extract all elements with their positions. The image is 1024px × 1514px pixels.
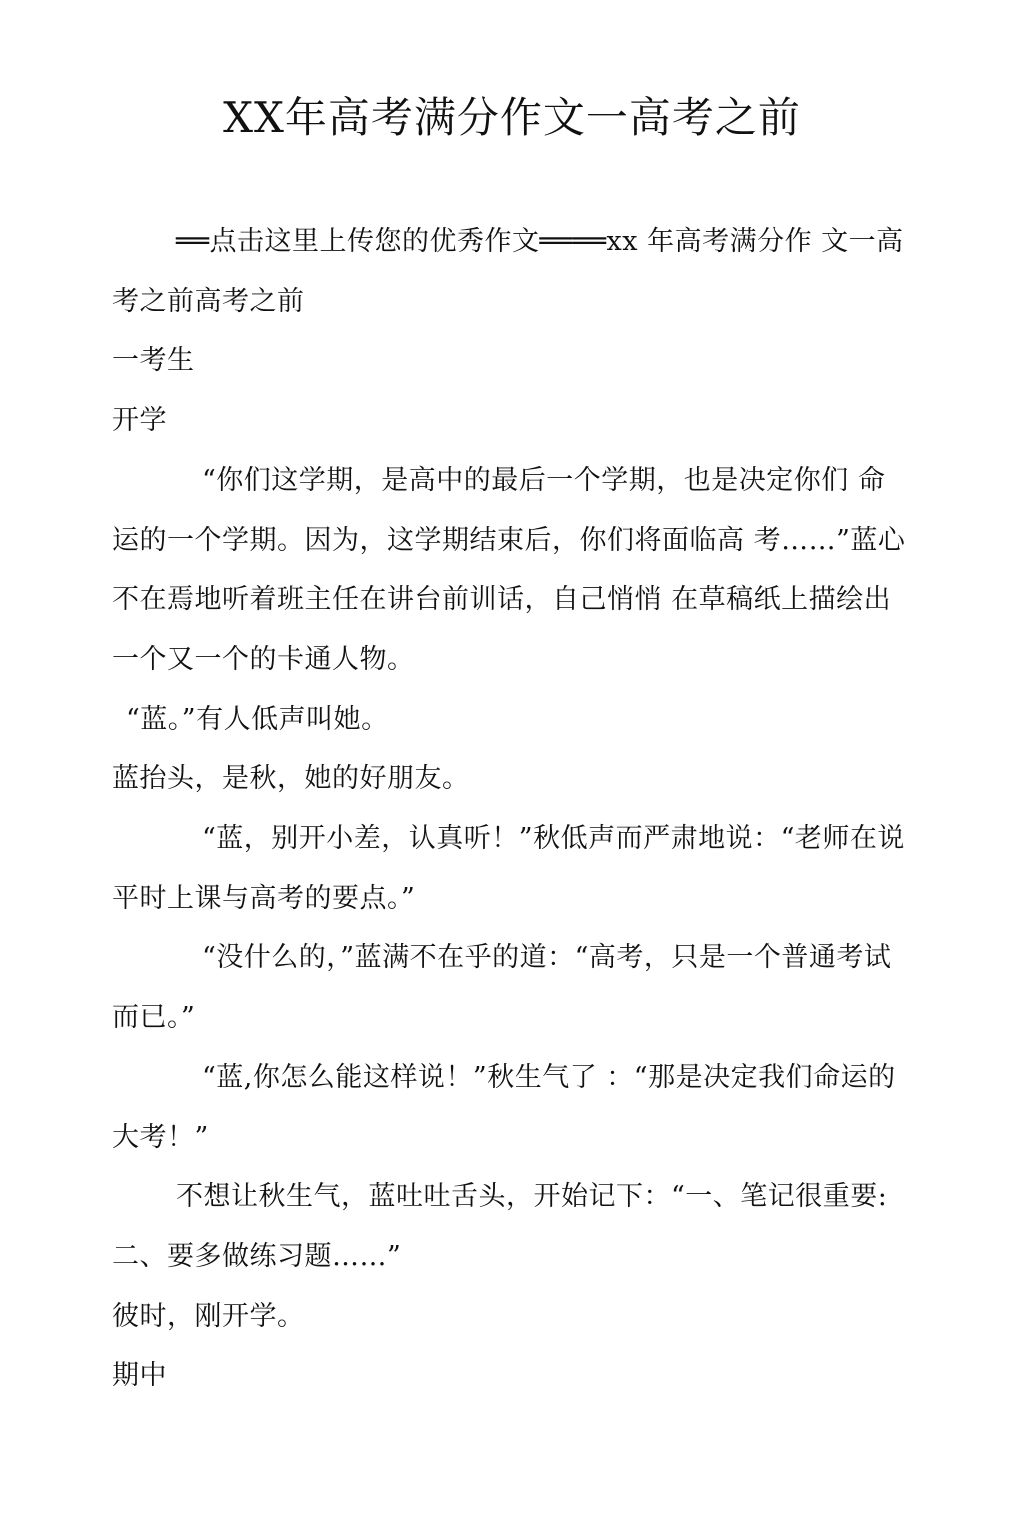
paragraph: “蓝，别开小差，认真听！”秋低声而严肃地说：“老师在说平时上课与高考的要点。”	[112, 823, 905, 914]
paragraph: 彼时，刚开学。	[112, 1300, 305, 1332]
paragraph: 蓝抬头，是秋，她的好朋友。	[112, 763, 470, 795]
paragraph: “你们这学期，是高中的最后一个学期，也是决定你们 命运的一个学期。因为，这学期结束后，你们将面临高 考……”蓝心不在焉地听着班主任在讲台前训话，自己悄悄 在草稿纸上描绘出一个又一个的卡通人物。	[112, 464, 906, 675]
paragraph: 一考生	[112, 345, 195, 377]
paragraph: ══点击这里上传您的优秀作文════xx 年高考满分作 文一高考之前高考之前	[112, 226, 904, 317]
paragraph: “蓝。”有人低声叫她。	[126, 703, 389, 735]
paragraph: “没什么的，”蓝满不在乎的道：“高考，只是一个普通考试而已。”	[112, 942, 892, 1034]
document-body	[112, 212, 912, 1406]
paragraph: 不想让秋生气，蓝吐吐舌头，开始记下：“一、笔记很重要:二、要多做练习题……”	[112, 1181, 888, 1272]
paragraph: “蓝,你怎么能这样说！”秋生气了 ：“那是决定我们命运的大考！”	[112, 1061, 896, 1153]
paragraph: 开学	[112, 405, 167, 437]
document-title: XX年高考满分作文一高考之前	[223, 93, 801, 142]
paragraph: 期中	[112, 1360, 167, 1392]
